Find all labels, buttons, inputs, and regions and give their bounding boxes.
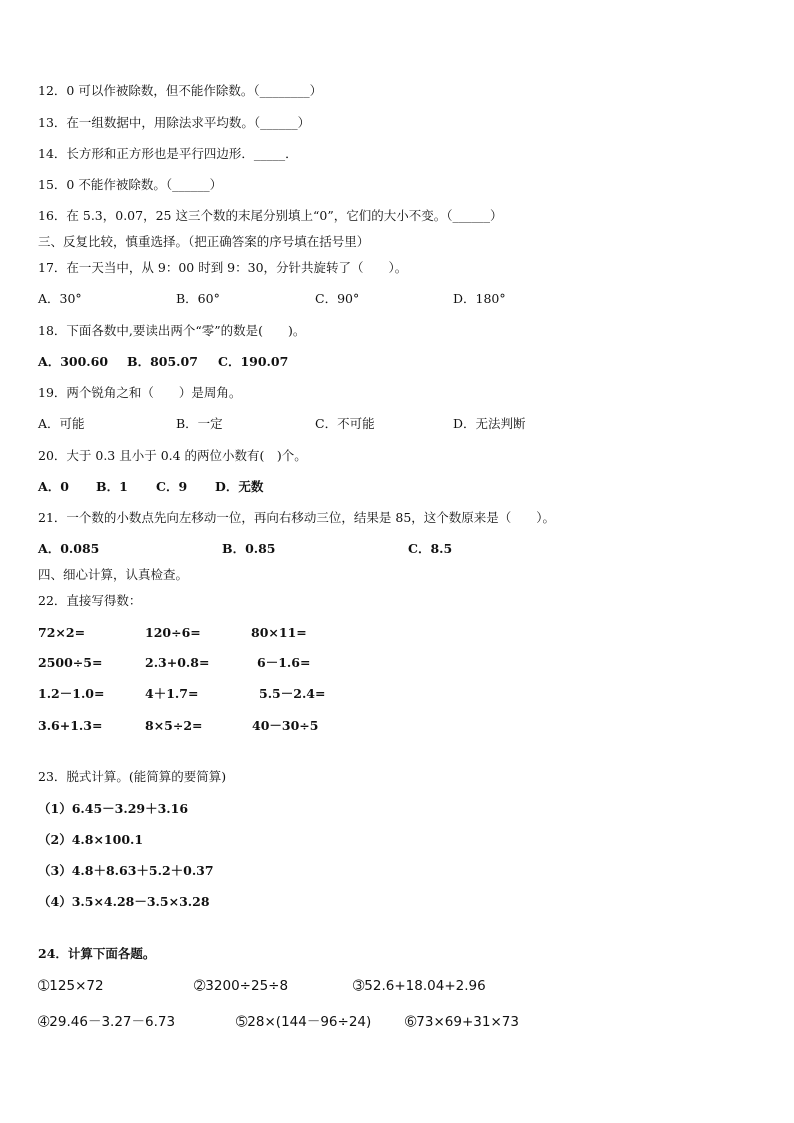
q17-option-c: C．90° xyxy=(315,291,360,306)
q22-r4-c3: 40－30÷5 xyxy=(252,718,319,733)
q17-option-b: B．60° xyxy=(176,291,220,306)
q24-item-6: ➅73×69+31×73 xyxy=(405,1014,519,1030)
q20-option-b: B．1 xyxy=(96,479,128,494)
q17-option-d: D．180° xyxy=(453,291,506,306)
q18-option-c: C．190.07 xyxy=(218,354,289,369)
q22-r2-c3: 6－1.6= xyxy=(257,655,311,670)
question-13: 13．在一组数据中，用除法求平均数。（______） xyxy=(38,115,311,130)
question-15: 15．0 不能作被除数。（______） xyxy=(38,177,223,192)
q21-option-b: B．0.85 xyxy=(222,541,276,556)
q22-r3-c1: 1.2－1.0= xyxy=(38,686,105,701)
q19-option-b: B．一定 xyxy=(176,416,223,431)
q23-item-2: （2）4.8×100.1 xyxy=(38,832,144,847)
q20-option-a: A．0 xyxy=(38,479,69,494)
q23-item-3: （3）4.8＋8.63＋5.2＋0.37 xyxy=(38,863,214,878)
question-19: 19．两个锐角之和（ ）是周角。 xyxy=(38,385,242,400)
question-14: 14．长方形和正方形也是平行四边形．_____． xyxy=(38,146,298,161)
q18-option-a: A．300.60 xyxy=(38,354,109,369)
question-23: 23．脱式计算。(能简算的要简算) xyxy=(38,769,227,784)
q22-r4-c1: 3.6+1.3= xyxy=(38,718,103,733)
q21-option-a: A．0.085 xyxy=(38,541,100,556)
section-3-heading: 三、反复比较，慎重选择。（把正确答案的序号填在括号里） xyxy=(38,234,370,249)
q22-r2-c1: 2500÷5= xyxy=(38,655,103,670)
q22-r1-c2: 120÷6= xyxy=(145,625,201,640)
question-18: 18．下面各数中,要读出两个“零”的数是( )。 xyxy=(38,323,306,338)
q22-r3-c3: 5.5－2.4= xyxy=(259,686,326,701)
question-20: 20．大于 0.3 且小于 0.4 的两位小数有( )个。 xyxy=(38,448,307,463)
q21-option-c: C．8.5 xyxy=(408,541,453,556)
q23-item-1: （1）6.45－3.29＋3.16 xyxy=(38,801,189,816)
question-16: 16．在 5.3，0.07，25 这三个数的末尾分别填上“0”，它们的大小不变。（______） xyxy=(38,208,503,223)
q22-r3-c2: 4＋1.7= xyxy=(145,686,199,701)
q17-option-a: A．30° xyxy=(38,291,82,306)
q22-r1-c1: 72×2= xyxy=(38,625,86,640)
q18-option-b: B．805.07 xyxy=(127,354,198,369)
q24-item-3: ➂52.6+18.04+2.96 xyxy=(353,978,486,994)
q24-item-5: ➄28×(144－96÷24) xyxy=(236,1014,372,1030)
q24-item-2: ➁3200÷25÷8 xyxy=(194,978,289,994)
q19-option-d: D．无法判断 xyxy=(453,416,526,431)
q22-r2-c2: 2.3+0.8= xyxy=(145,655,210,670)
question-17: 17．在一天当中，从 9：00 时到 9：30，分针共旋转了（ ）。 xyxy=(38,260,408,275)
q24-item-1: ➀125×72 xyxy=(38,978,104,994)
question-21: 21．一个数的小数点先向左移动一位，再向右移动三位，结果是 85，这个数原来是（ ）。 xyxy=(38,510,556,525)
q23-item-4: （4）3.5×4.28－3.5×3.28 xyxy=(38,894,210,909)
question-12: 12．0 可以作被除数，但不能作除数。（________） xyxy=(38,83,323,98)
question-22: 22．直接写得数： xyxy=(38,593,142,608)
question-24: 24．计算下面各题。 xyxy=(38,946,156,961)
q22-r1-c3: 80×11= xyxy=(251,625,307,640)
section-4-heading: 四、细心计算，认真检查。 xyxy=(38,567,189,582)
q20-option-c: C．9 xyxy=(156,479,188,494)
q22-r4-c2: 8×5÷2= xyxy=(145,718,203,733)
q19-option-a: A．可能 xyxy=(38,416,85,431)
q24-item-4: ➃29.46－3.27－6.73 xyxy=(38,1014,176,1030)
q19-option-c: C．不可能 xyxy=(315,416,375,431)
q20-option-d: D．无数 xyxy=(215,479,264,494)
